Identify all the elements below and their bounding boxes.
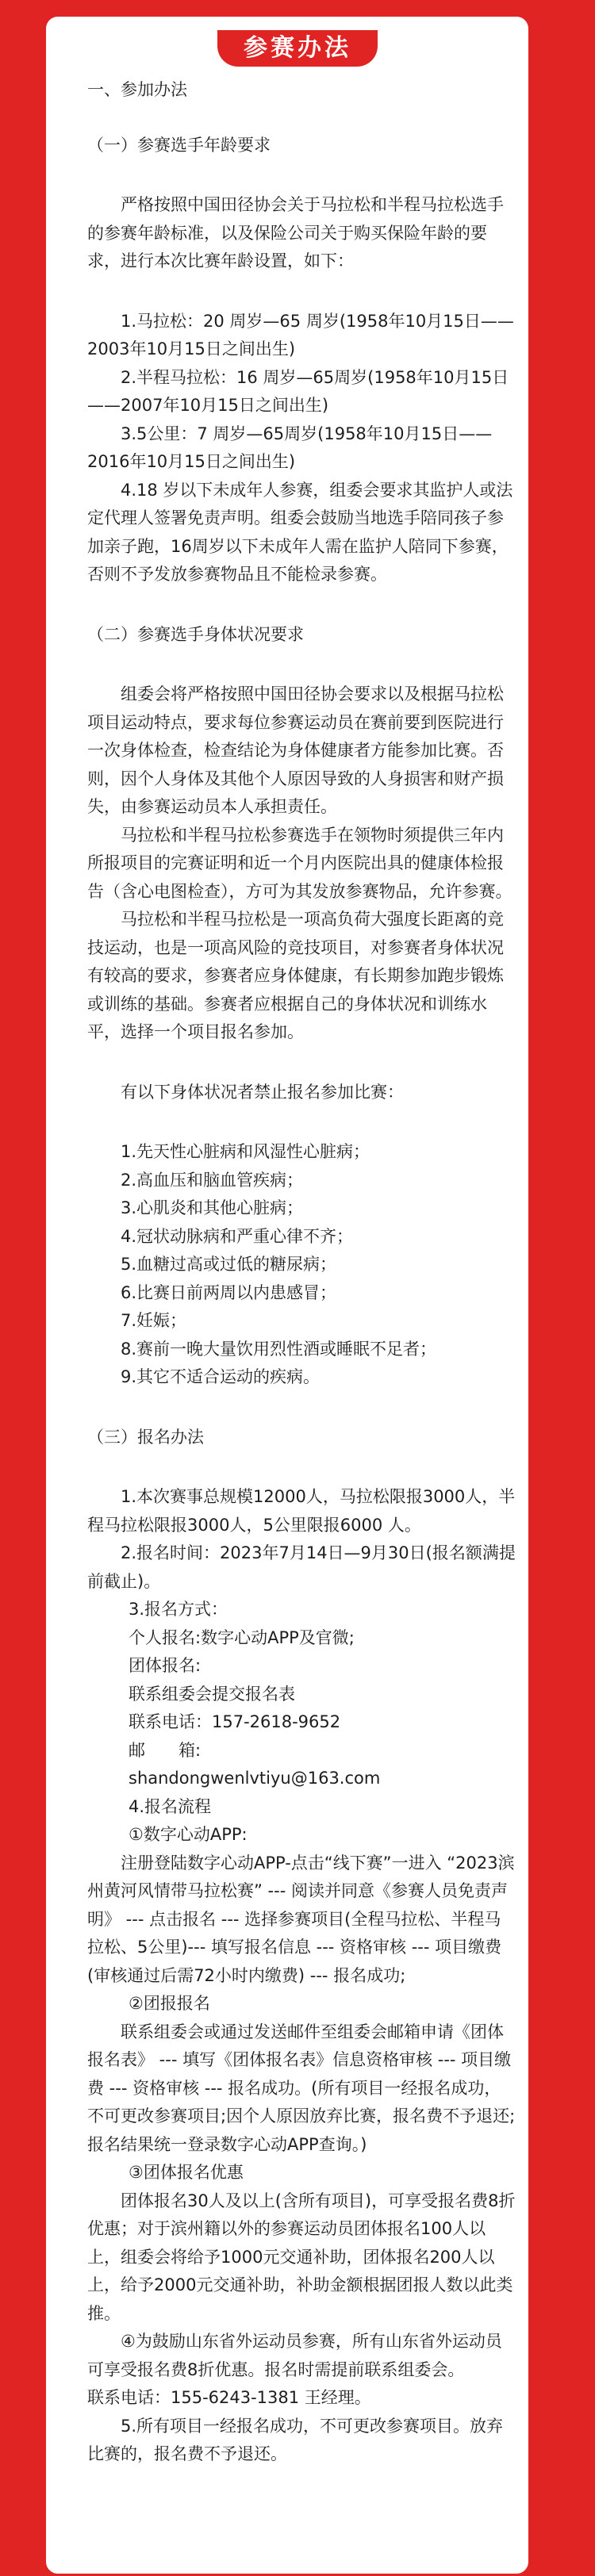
rules-content — [87, 76, 516, 2469]
ban-item: 7.妊娠； — [121, 1311, 187, 1330]
app-flow-desc: 注册登陆数字心动APP-点击“线下赛”一进入 “2023滨州黄河风情带马拉松赛” --- 阅读并同意《参赛人员免责声明》 --- 点击报名 --- 选择参赛项目(全程马拉松、半程马拉松、5公里)--- 填写报名信息 --- 资格审核 --- 项目缴费(审核通过后需72小时内缴费) --- 报名成功; — [87, 1853, 515, 1985]
contact-phone-manager: 联系电话：155-6243-1381 王经理。 — [87, 2388, 371, 2407]
method-personal: 个人报名:数字心动APP及官微; — [129, 1627, 355, 1647]
registration-heading: （三）报名办法 — [87, 1427, 204, 1447]
method-title: 3.报名方式： — [129, 1600, 228, 1619]
section-title: 参赛办法 — [244, 34, 351, 62]
method-team: 团体报名: — [129, 1656, 202, 1675]
team-flow-title: ②团报报名 — [129, 1994, 210, 2013]
contact-phone: 联系电话：157-2618-9652 — [129, 1712, 341, 1731]
age-heading: （一）参赛选手年龄要求 — [87, 135, 271, 155]
team-flow-desc: 联系组委会或通过发送邮件至组委会邮箱申请《团体报名表》 --- 填写《团体报名表》信息资格审核 --- 项目缴费 --- 资格审核 --- 报名成功。(所有项目一经报名成功，不可更改参赛项目;因个人原因放弃比赛，报名费不予退还;报名结果统一登录数字心动APP查询。) — [87, 2022, 516, 2154]
final-note: 5.所有项目一经报名成功，不可更改参赛项目。放弃比赛的，报名费不予退还。 — [87, 2416, 504, 2463]
discount-desc: 团体报名30人及以上(含所有项目)，可享受报名费8折优惠；对于滨州籍以外的参赛运动员团体报名100人以上，组委会将给予1000元交通补助，团体报名200人以上，给予2000元交通补助，补助金额根据团报人数以此类推。 — [87, 2191, 516, 2323]
health-paragraph: 组委会将严格按照中国田径协会要求以及根据马拉松项目运动特点，要求每位参赛运动员在赛前要到医院进行一次身体检查，检查结论为身体健康者方能参加比赛。否则，因个人身体及其他个人原因导致的人身损害和财产损失，由参赛运动员本人承担责任。 — [87, 684, 504, 816]
method-team-desc: 联系组委会提交报名表 — [129, 1684, 295, 1704]
registration-scale: 1.本次赛事总规模12000人，马拉松限报3000人，半程马拉松限报3000人，5公里限报6000 人。 — [87, 1487, 516, 1535]
out-of-province-note: ④为鼓励山东省外运动员参赛，所有山东省外运动员可享受报名费8折优惠。报名时需提前联系组委会。 — [87, 2332, 502, 2379]
section-title-tab — [217, 30, 378, 67]
section-heading: 一、参加办法 — [87, 80, 187, 99]
flow-title: 4.报名流程 — [129, 1796, 212, 1816]
ban-list — [87, 1138, 516, 1392]
age-intro: 严格按照中国田径协会关于马拉松和半程马拉松选手的参赛年龄标准，以及保险公司关于购买保险年龄的要求，进行本次比赛年龄设置，如下： — [87, 195, 504, 270]
ban-intro: 有以下身体状况者禁止报名参加比赛： — [121, 1082, 404, 1102]
app-flow-title: ①数字心动APP: — [129, 1825, 248, 1844]
ban-item: 4.冠状动脉病和严重心律不齐； — [121, 1226, 354, 1246]
ban-item: 9.其它不适合运动的疾病。 — [121, 1367, 321, 1386]
health-paragraph: 马拉松和半程马拉松是一项高负荷大强度长距离的竞技运动，也是一项高风险的竞技项目，对参赛者身体状况有较高的要求，参赛者应身体健康，有长期参加跑步锻炼或训练的基础。参赛者应根据自己的身体状况和训练水平，选择一个项目报名参加。 — [87, 910, 504, 1041]
registration-time: 2.报名时间：2023年7月14日—9月30日(报名额满提前截止)。 — [87, 1543, 516, 1591]
ban-item: 2.高血压和脑血管疾病； — [121, 1170, 304, 1190]
ban-item: 1.先天性心脏病和风湿性心脏病； — [121, 1142, 370, 1161]
email-address: shandongwenlvtiyu@163.com — [129, 1769, 381, 1788]
email-label: 邮 箱: — [129, 1740, 202, 1760]
discount-title: ③团体报名优惠 — [129, 2163, 244, 2182]
ban-item: 5.血糖过高或过低的糖尿病； — [121, 1255, 337, 1274]
ban-item: 8.赛前一晚大量饮用烈性酒或睡眠不足者； — [121, 1339, 437, 1359]
age-item: 3.5公里：7 周岁—65周岁(1958年10月15日——2016年10月15日之间出生) — [87, 424, 493, 471]
ban-item: 3.心肌炎和其他心脏病； — [121, 1198, 304, 1217]
health-heading: （二）参赛选手身体状况要求 — [87, 624, 304, 644]
age-item: 2.半程马拉松：16 周岁—65周岁(1958年10月15日——2007年10月15日之间出生) — [87, 367, 509, 415]
health-paragraph: 马拉松和半程马拉松参赛选手在领物时须提供三年内所报项目的完赛证明和近一个月内医院出具的健康体检报告（含心电图检查），方可为其发放参赛物品，允许参赛。 — [87, 825, 512, 901]
age-item: 1.马拉松：20 周岁—65 周岁(1958年10月15日——2003年10月15日之间出生) — [87, 311, 514, 358]
ban-item: 6.比赛日前两周以内患感冒； — [121, 1282, 337, 1302]
age-item: 4.18 岁以下未成年人参赛，组委会要求其监护人或法定代理人签署免责声明。组委会鼓励当地选手陪同孩子参加亲子跑，16周岁以下未成年人需在监护人陪同下参赛，否则不予发放参赛物品且不能检录参赛。 — [87, 480, 513, 584]
